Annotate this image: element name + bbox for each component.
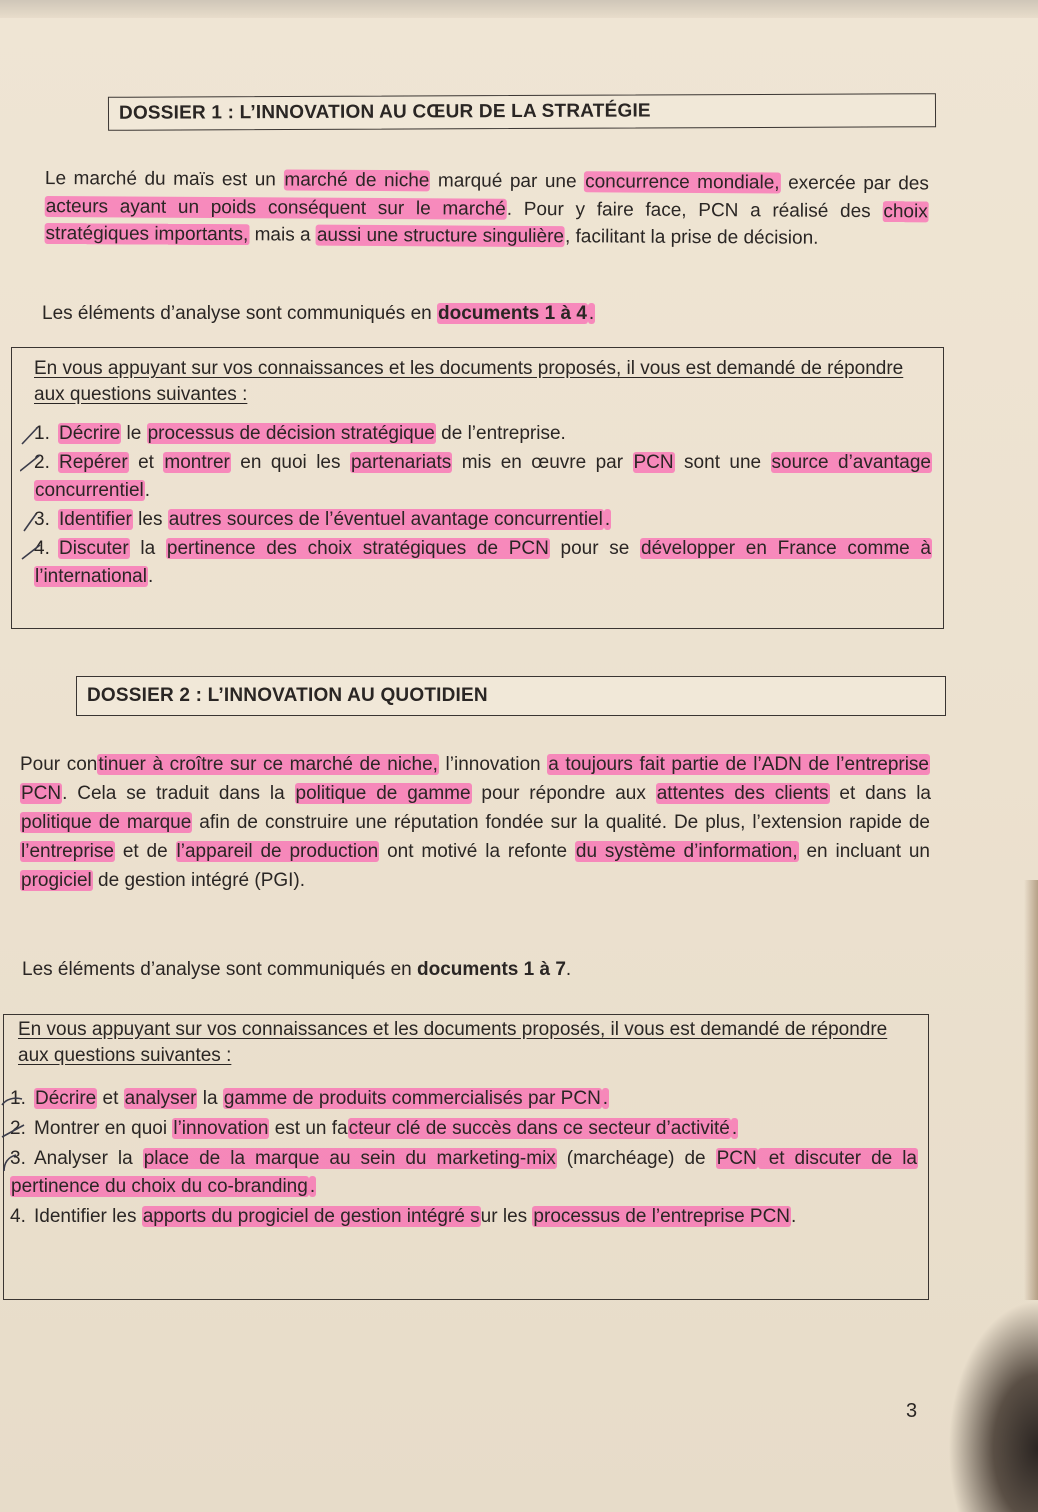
text-segment: exercée par des (780, 172, 929, 195)
page-number: 3 (906, 1400, 918, 1422)
highlight: développer en France comme à l’international (35, 538, 931, 587)
question-item (10, 1115, 918, 1143)
question-item (10, 1145, 918, 1201)
text-segment: les (132, 509, 168, 530)
highlight: Décrire (35, 1088, 97, 1109)
highlight: partenariats (350, 452, 452, 473)
highlight: marché de niche (284, 169, 430, 192)
question-number: 1. (34, 423, 50, 444)
text-segment: et de (114, 841, 176, 862)
finger-shadow (948, 1300, 1038, 1512)
text-segment: . (791, 1206, 797, 1227)
highlight: montrer (164, 452, 230, 473)
text-segment: l’innovation (438, 754, 548, 775)
text-segment: Analyser la (34, 1148, 143, 1169)
question-item (34, 449, 932, 505)
text-segment: est un fa (269, 1118, 348, 1139)
highlight: l’innovation (173, 1118, 269, 1139)
question-item (10, 1085, 918, 1113)
text-segment: Les éléments d’analyse sont communiqués en (42, 303, 438, 324)
highlight: analyser (124, 1088, 197, 1109)
highlight: Discuter (59, 538, 129, 559)
text-segment: de gestion intégré (PGI). (92, 870, 306, 891)
highlight: Identifier (59, 509, 132, 530)
highlight: gamme de produits commercialisés par PCN (223, 1088, 601, 1109)
highlight: du système d’information, (575, 841, 798, 862)
text-segment: , facilitant la prise de décision. (564, 226, 819, 249)
question-item (10, 1203, 918, 1231)
text-segment: . Pour y faire face, PCN a réalisé des (506, 198, 883, 222)
documents-range: documents 1 à 7 (417, 959, 566, 980)
question-number: 2. (10, 1118, 26, 1139)
dossier1-paragraph (44, 165, 928, 253)
highlight: politique de marque (21, 812, 192, 833)
text-segment: la (129, 538, 166, 559)
highlight: pertinence des choix stratégiques de PCN (166, 538, 549, 559)
question-item (34, 506, 932, 534)
text-segment: Les éléments d’analyse sont communiqués en (22, 959, 418, 980)
highlight: aussi une structure singulière (316, 224, 565, 248)
text-segment: ont motivé la refonte (379, 841, 575, 862)
highlight: attentes des clients (656, 783, 829, 804)
highlight: l’appareil de production (176, 841, 379, 862)
text-segment: pour se (549, 538, 641, 559)
highlight: politique de gamme (295, 783, 471, 804)
text-segment: . (565, 959, 572, 980)
text-segment: et (97, 1088, 124, 1109)
text-segment: . (602, 1088, 609, 1109)
text-segment: afin de construire une réputation fondée sur la qualité. De plus, l’extension rapide de (192, 812, 931, 833)
question-number: 4. (34, 538, 50, 559)
text-segment: Identifier les (34, 1206, 142, 1227)
highlight: apports du progiciel de gestion intégré s (142, 1206, 480, 1227)
questions-list (34, 420, 932, 592)
dossier2-paragraph (20, 750, 930, 895)
text-segment: Le marché du maïs est un (44, 167, 284, 191)
highlight: processus de l’entreprise PCN (533, 1206, 791, 1227)
question-number: 3. (10, 1148, 26, 1169)
highlight: PCN (716, 1148, 757, 1169)
text-segment: . (731, 1118, 738, 1139)
text-segment: marqué par une (430, 170, 585, 193)
highlight: source d’avantage concurrentiel (35, 452, 931, 501)
highlight: progiciel (21, 870, 92, 891)
highlight: a toujours fait partie de l’ADN de l’entreprise PCN (21, 754, 930, 804)
highlight: place de la marque au sein du marketing-mix (143, 1148, 556, 1169)
highlight: autres sources de l’éventuel avantage concurrentiel (168, 509, 603, 530)
text-segment: Pour con (20, 754, 98, 775)
question-number: 3. (34, 509, 50, 530)
text-segment: en quoi les (230, 452, 350, 473)
dossier2-questions-box (3, 1014, 929, 1300)
text-segment: et dans la (829, 783, 931, 804)
highlight: cteur clé de succès dans ce secteur d’activité (348, 1118, 730, 1139)
questions-intro: En vous appuyant sur vos connaissances et les documents proposés, il vous est demandé de répondre aux questions suivantes : (34, 358, 904, 405)
highlight: Décrire (59, 423, 121, 444)
text-segment: de l’entreprise. (435, 423, 566, 444)
question-number: 2. (34, 452, 50, 473)
highlight: l’entreprise (21, 841, 114, 862)
text-segment: . (147, 566, 154, 587)
paper-top-edge (0, 0, 1038, 18)
text-segment: . (604, 509, 611, 530)
text-segment: . (309, 1176, 316, 1197)
text-segment: mais a (249, 224, 316, 246)
paper-torn-edge (1024, 880, 1038, 1300)
question-number: 4. (10, 1206, 26, 1227)
highlight: Repérer (59, 452, 128, 473)
dossier2-title: DOSSIER 2 : L’INNOVATION AU QUOTIDIEN (76, 676, 946, 716)
text-segment: et (128, 452, 164, 473)
highlight: et discuter de la pertinence du choix du co-branding (11, 1148, 917, 1197)
highlight: tinuer à croître sur ce marché de niche, (98, 754, 438, 775)
dossier2-documents-line (22, 956, 722, 984)
text-segment: sont une (674, 452, 771, 473)
text-segment: la (197, 1088, 223, 1109)
question-number: 1. (10, 1088, 26, 1109)
highlight: acteurs ayant un poids conséquent sur le marché (45, 195, 506, 220)
dossier1-title: DOSSIER 1 : L’INNOVATION AU CŒUR DE LA STRATÉGIE (108, 93, 936, 131)
question-item (34, 420, 932, 448)
dossier1-questions-box (11, 347, 944, 629)
documents-range: documents 1 à 4 (438, 303, 587, 324)
text-segment: en incluant un (798, 841, 930, 862)
text-segment: . (588, 303, 595, 324)
highlight: processus de décision stratégique (147, 423, 435, 444)
text-segment: mis en œuvre par (452, 452, 633, 473)
text-segment: ur les (480, 1206, 533, 1227)
highlight: choix stratégiques importants, (45, 200, 928, 246)
questions-intro: En vous appuyant sur vos connaissances et les documents proposés, il vous est demandé de répondre aux questions suivantes : (18, 1019, 888, 1066)
questions-list (10, 1085, 918, 1233)
text-segment: Montrer en quoi (34, 1118, 173, 1139)
text-segment: le (121, 423, 147, 444)
text-segment: . (144, 480, 151, 501)
dossier1-documents-line (42, 300, 742, 328)
highlight: concurrence mondiale, (585, 171, 780, 194)
text-segment: (marchéage) de (556, 1148, 716, 1169)
highlight: PCN (633, 452, 674, 473)
question-item (34, 535, 932, 591)
text-segment: pour répondre aux (471, 783, 656, 804)
text-segment: . Cela se traduit dans la (62, 783, 295, 804)
